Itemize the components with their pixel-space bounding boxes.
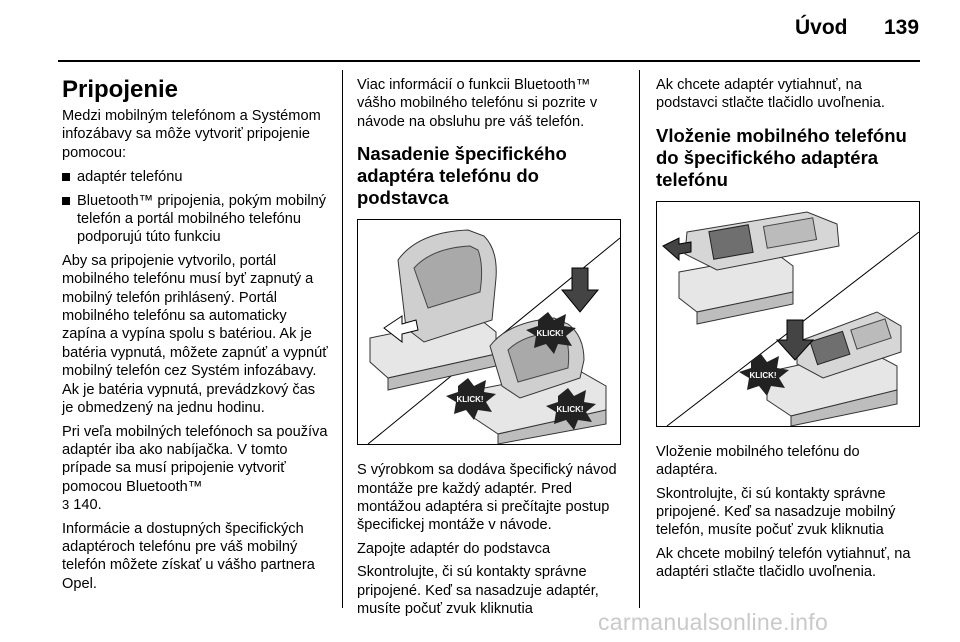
list-item: Bluetooth™ pripojenia, pokým mobilný telefón a portál mobilného telefónu podporujú túto funkciu (62, 192, 328, 247)
section-heading-pripojenie: Pripojenie (62, 76, 179, 103)
page-reference-icon: 3 (62, 497, 70, 513)
column-2 (357, 76, 625, 623)
click-label: KLICK! (456, 395, 484, 405)
section-heading-adapter-mount: Nasadenie špecifického adaptéra telefónu do podstavca (357, 143, 567, 209)
paragraph: Vloženie mobilného telefónu do adaptéra. (656, 443, 860, 479)
header-rule (58, 60, 920, 62)
phone-insert-illustration (656, 201, 920, 427)
connection-options-list (62, 168, 328, 247)
cradle-top-icon (370, 230, 496, 390)
column-1 (62, 76, 328, 598)
paragraph: Informácie a dostupných špecifických adaptéroch telefónu pre váš mobilný telefón môžete získať u vášho partnera Opel. (62, 520, 315, 592)
paragraph: Skontrolujte, či sú kontakty správne pripojené. Keď sa nasadzuje adaptér, musíte počuť zvuk kliknutia (357, 564, 599, 618)
paragraph-text: Pri veľa mobilných telefónoch sa používa adaptér iba ako nabíjačka. V tomto prípade sa musí pripojenie vytvoriť pomocou Bluetooth™ (62, 423, 328, 495)
watermark: carmanualsonline.info (598, 609, 829, 635)
page-number: 139 (884, 16, 920, 39)
intro-text: Viac informácií o funkcii Bluetooth™ vášho mobilného telefónu si pozrite v návode na obsluhu pre váš telefón. (357, 77, 598, 130)
paragraph (62, 423, 328, 515)
paragraph: Aby sa pripojenie vytvorilo, portál mobilného telefónu musí byť zapnutý a mobilný telefón prihlásený. Portál mobilného telefónu sa automaticky zapína a vypína spolu s batériou. Ak je batéria vypnutá, môžete zapnúť a vypnúť mobilný telefón cez Systém infozábavy. Ak je batéria vypnutá, prevádzkový čas je obmedzený na jednu hodinu. (62, 252, 328, 417)
adapter-mount-drawing (358, 220, 620, 444)
column-divider-1 (342, 70, 343, 608)
intro-text: Medzi mobilným telefónom a Systémom infozábavy sa môže vytvoriť pripojenie pomocou: (62, 108, 321, 161)
paragraph: S výrobkom sa dodáva špecifický návod montáže pre každý adaptér. Pred montážou adaptéra si prečítajte postup špecifickej montáže v návode. (357, 462, 617, 534)
column-divider-2 (639, 70, 640, 608)
click-label: KLICK! (749, 370, 777, 380)
phone-insert-drawing (657, 202, 919, 426)
header-title: Úvod (795, 16, 848, 39)
paragraph: Skontrolujte, či sú kontakty správne pripojené. Keď sa nasadzuje mobilný telefón, musíte počuť zvuk kliknutia (656, 485, 896, 539)
mobile-phone-bottom-icon (767, 312, 901, 426)
click-label: KLICK! (556, 405, 584, 415)
page-reference-link[interactable]: 140. (73, 497, 102, 514)
adapter-mount-illustration (357, 219, 621, 445)
section-heading-phone-insert: Vloženie mobilného telefónu do špecifického adaptéra telefónu (656, 124, 907, 190)
column-3 (656, 76, 924, 587)
paragraph: Zapojte adaptér do podstavca (357, 540, 551, 557)
list-item: adaptér telefónu (62, 168, 328, 186)
click-label: KLICK! (536, 329, 564, 339)
intro-text: Ak chcete adaptér vytiahnuť, na podstavci stlačte tlačidlo uvoľnenia. (656, 77, 885, 112)
paragraph: Ak chcete mobilný telefón vytiahnuť, na adaptéri stlačte tlačidlo uvoľnenia. (656, 545, 911, 581)
mobile-phone-top-icon (663, 212, 839, 324)
